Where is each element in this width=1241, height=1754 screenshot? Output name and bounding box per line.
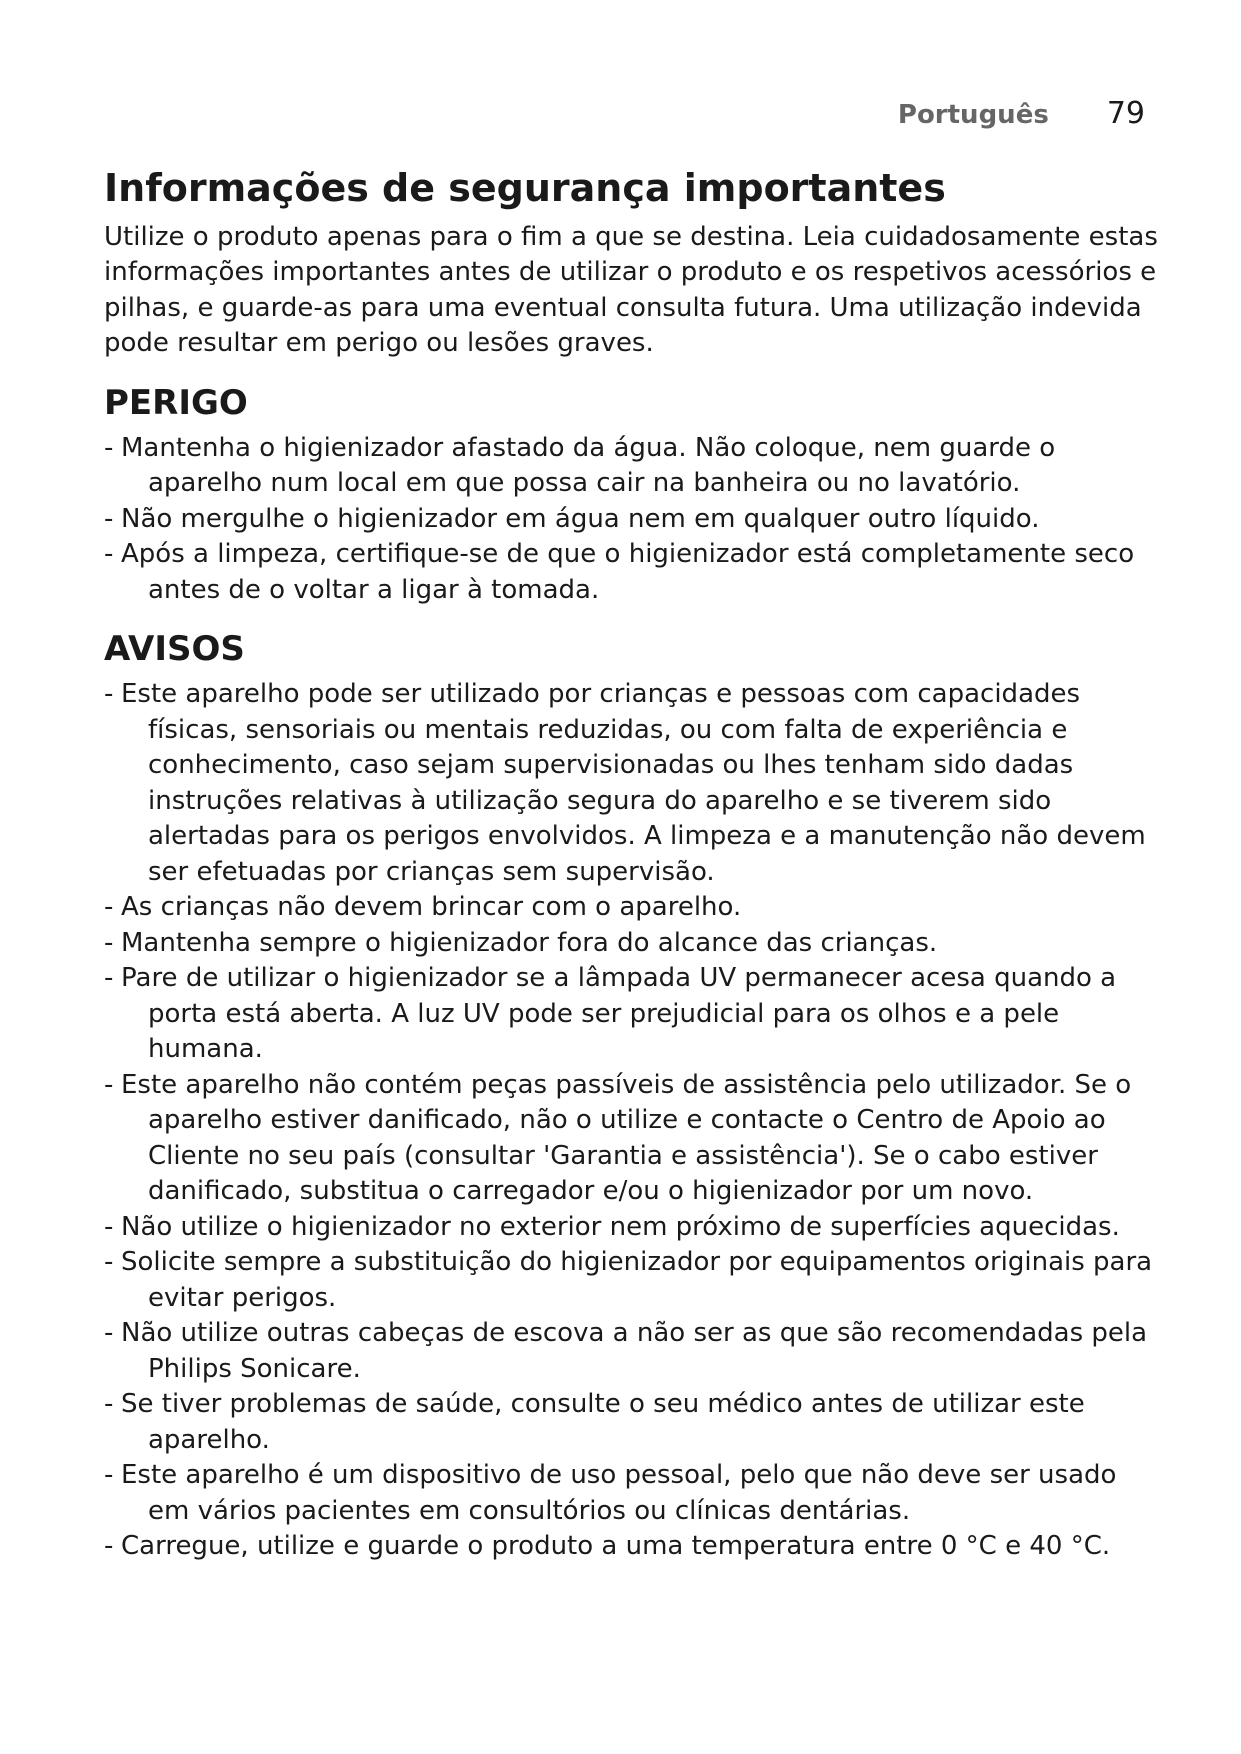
page-number: 79 bbox=[1106, 96, 1145, 131]
language-label: Português bbox=[897, 100, 1049, 130]
list-item: - Se tiver problemas de saúde, consulte o seu médico antes de utilizar este aparelho. bbox=[104, 1389, 1085, 1455]
list-item: - Após a limpeza, certifique-se de que o higienizador está completamente seco antes de o voltar a ligar à tomada. bbox=[104, 539, 1135, 605]
perigo-heading: PERIGO bbox=[104, 382, 248, 423]
intro-paragraph: Utilize o produto apenas para o fim a que se destina. Leia cuidadosamente estas informações importantes antes de utilizar o produto e os respetivos acessórios e pilhas, e guarde-as para uma eventual consulta futura. Uma utilização indevida pode resultar em perigo ou lesões graves. bbox=[104, 221, 1158, 359]
page-header bbox=[898, 96, 1145, 131]
list-item: - Solicite sempre a substituição do higienizador por equipamentos originais para evitar perigos. bbox=[104, 1247, 1153, 1313]
list-item: - Não utilize outras cabeças de escova a não ser as que são recomendadas pela Philips Sonicare. bbox=[104, 1318, 1148, 1384]
page-title: Informações de segurança importantes bbox=[104, 166, 946, 210]
list-item: - Este aparelho não contém peças passíveis de assistência pelo utilizador. Se o aparelho estiver danificado, não o utilize e contacte o Centro de Apoio ao Cliente no seu país (consultar 'Garantia e assistência'). Se o cabo estiver danificado, substitua o carregador e/ou o higienizador por um novo. bbox=[104, 1069, 1132, 1207]
list-item: - Este aparelho pode ser utilizado por crianças e pessoas com capacidades físicas, sensoriais ou mentais reduzidas, ou com falta de experiência e conhecimento, caso sejam supervisionadas ou lhes tenham sido dadas instruções relativas à utilização segura do aparelho e se tiverem sido alertadas para os perigos envolvidos. A limpeza e a manutenção não devem ser efetuadas por crianças sem supervisão. bbox=[104, 679, 1146, 887]
avisos-heading: AVISOS bbox=[104, 629, 245, 670]
main-content bbox=[104, 166, 1164, 1565]
list-item: - Carregue, utilize e guarde o produto a uma temperatura entre 0 °C e 40 °C. bbox=[104, 1531, 1111, 1562]
list-item: - Este aparelho é um dispositivo de uso pessoal, pelo que não deve ser usado em vários pacientes em consultórios ou clínicas dentárias. bbox=[104, 1460, 1117, 1526]
list-item: - Não utilize o higienizador no exterior nem próximo de superfícies aquecidas. bbox=[104, 1211, 1120, 1242]
list-item: - Mantenha o higienizador afastado da água. Não coloque, nem guarde o aparelho num local em que possa cair na banheira ou no lavatório. bbox=[104, 432, 1056, 499]
list-item: - Mantenha sempre o higienizador fora do alcance das crianças. bbox=[104, 927, 938, 958]
perigo-list bbox=[104, 431, 1164, 609]
list-item: - Pare de utilizar o higienizador se a lâmpada UV permanecer acesa quando a porta está aberta. A luz UV pode ser prejudicial para os olhos e a pele humana. bbox=[104, 963, 1117, 1065]
list-item: - As crianças não devem brincar com o aparelho. bbox=[104, 892, 742, 923]
avisos-list bbox=[104, 677, 1164, 1565]
list-item: - Não mergulhe o higienizador em água nem em qualquer outro líquido. bbox=[104, 503, 1040, 534]
